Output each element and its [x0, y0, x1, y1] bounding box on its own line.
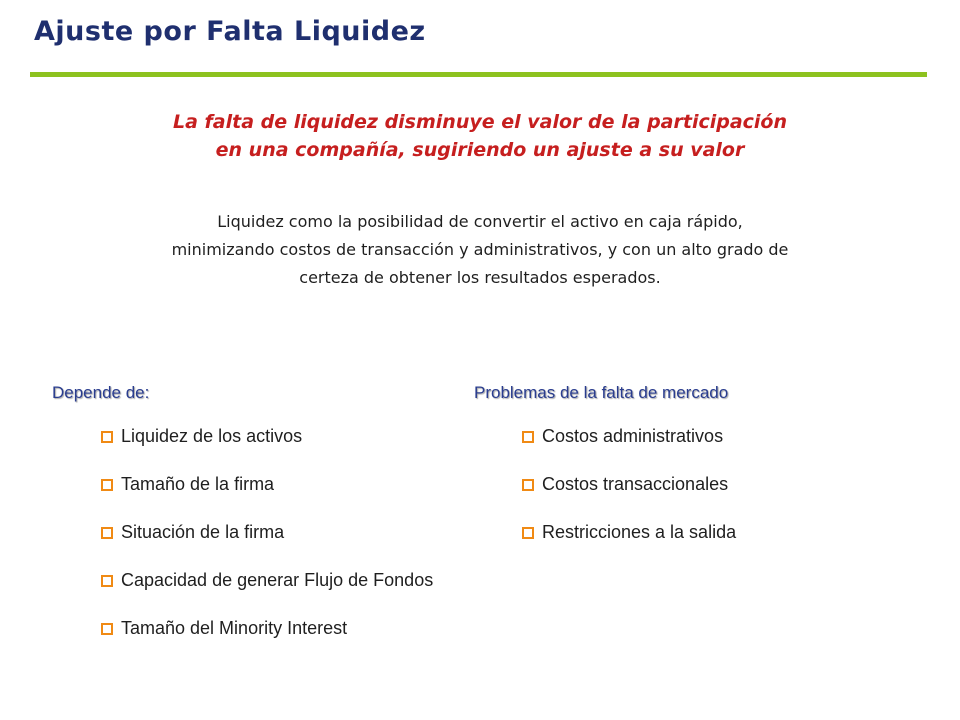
- hollow-square-bullet-icon: [522, 479, 534, 491]
- subtitle-line-2: en una compañía, sugiriendo un ajuste a su valor: [215, 139, 745, 161]
- list-item: [522, 473, 736, 521]
- definition-line-3: certeza de obtener los resultados esperados.: [299, 268, 661, 287]
- hollow-square-bullet-icon: [101, 479, 113, 491]
- list-item: [522, 425, 736, 473]
- hollow-square-bullet-icon: [101, 431, 113, 443]
- liquidity-definition: [60, 208, 900, 292]
- list-item-label: Costos administrativos: [542, 426, 724, 446]
- list-item: [101, 521, 433, 569]
- list-item-label: Tamaño del Minority Interest: [121, 618, 348, 638]
- list-item: [101, 569, 433, 617]
- depends-on-list: [101, 425, 433, 665]
- list-item-label: Capacidad de generar Flujo de Fondos: [121, 570, 434, 590]
- list-item-label: Situación de la firma: [121, 522, 285, 542]
- definition-line-2: minimizando costos de transacción y administrativos, y con un alto grado de: [171, 240, 789, 259]
- list-item: [101, 617, 433, 665]
- hollow-square-bullet-icon: [101, 527, 113, 539]
- hollow-square-bullet-icon: [101, 623, 113, 635]
- hollow-square-bullet-icon: [522, 431, 534, 443]
- definition-line-1: Liquidez como la posibilidad de convertir el activo en caja rápido,: [217, 212, 743, 231]
- list-item: [101, 473, 433, 521]
- list-item-label: Costos transaccionales: [542, 474, 729, 494]
- hollow-square-bullet-icon: [101, 575, 113, 587]
- market-problems-list: [522, 425, 736, 569]
- depends-on-heading: Depende de:: [52, 383, 150, 402]
- market-problems-heading: Problemas de la falta de mercado: [474, 383, 729, 402]
- list-item-label: Liquidez de los activos: [121, 426, 303, 446]
- subtitle-line-1: La falta de liquidez disminuye el valor de la participación: [172, 111, 788, 133]
- list-item: [522, 521, 736, 569]
- list-item-label: Restricciones a la salida: [542, 522, 737, 542]
- title-divider: [30, 72, 927, 77]
- slide-subtitle: [60, 108, 900, 164]
- slide-title: Ajuste por Falta Liquidez: [34, 16, 426, 47]
- list-item: [101, 425, 433, 473]
- list-item-label: Tamaño de la firma: [121, 474, 275, 494]
- hollow-square-bullet-icon: [522, 527, 534, 539]
